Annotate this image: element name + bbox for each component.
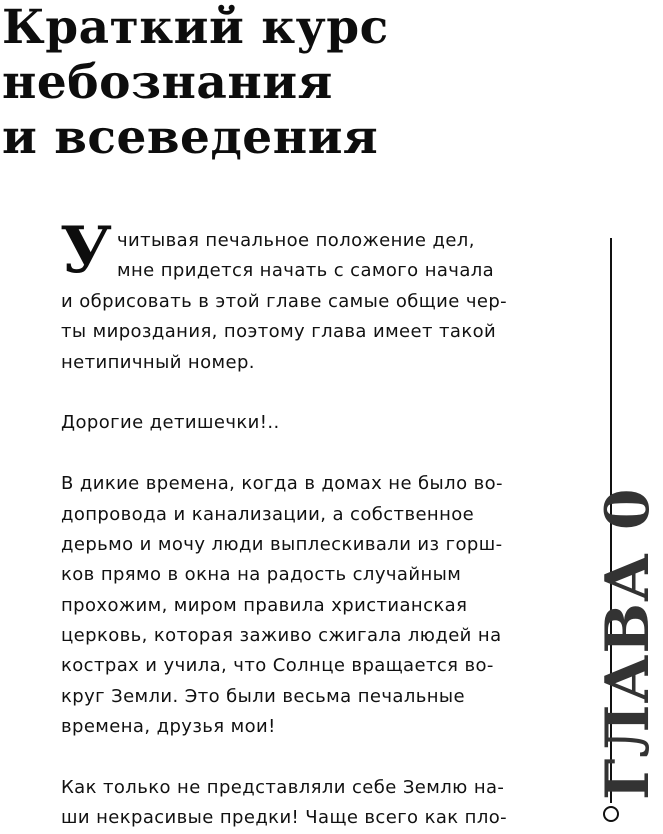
text-line: нетипичный номер.	[61, 351, 255, 373]
page-title	[2, 0, 389, 165]
title-line: и всеведения	[2, 110, 379, 165]
text-line: ши некрасивые предки! Чаще всего как пло-	[61, 807, 508, 829]
paragraph	[61, 226, 531, 378]
paragraph	[61, 773, 531, 834]
text-line: круг Земли. Это были весьма печальные	[61, 685, 465, 707]
text-line: допровода и канализации, а собственное	[61, 503, 475, 525]
text-line: ты мироздания, поэтому глава имеет такой	[61, 321, 497, 343]
text-line: и обрисовать в этой главе самые общие чер-	[61, 290, 508, 312]
paragraph	[61, 469, 531, 743]
text-line: ков прямо в окна на радость случайным	[61, 564, 462, 586]
text-line: Как только не представляли себе Землю на-	[61, 777, 505, 799]
paragraph-gap	[61, 378, 531, 408]
text-line: прохожим, миром правила христианская	[61, 594, 468, 616]
text-line: церковь, которая заживо сжигала людей на	[61, 625, 502, 647]
chapter-label: ГЛАВА 0	[593, 487, 663, 800]
text-line: времена, друзья мои!	[61, 716, 276, 738]
text-line: В дикие времена, когда в домах не было во-	[61, 473, 503, 495]
paragraph-gap	[61, 439, 531, 469]
drop-cap: У	[60, 213, 112, 288]
paragraph-gap	[61, 743, 531, 773]
title-line: небознания	[2, 55, 333, 110]
text-line: Дорогие детишечки!..	[61, 412, 280, 434]
text-line: мне придется начать с самого начала	[117, 260, 495, 282]
text-line: читывая печальное положение дел,	[117, 230, 475, 251]
text-line: дерьмо и мочу люди выплескивали из горш-	[61, 533, 503, 555]
paragraph	[61, 408, 531, 438]
body-text	[61, 226, 531, 834]
page-circle-marker	[603, 806, 619, 822]
text-line: кострах и учила, что Солнце вращается во-	[61, 655, 494, 677]
title-line: Краткий курс	[2, 0, 389, 55]
